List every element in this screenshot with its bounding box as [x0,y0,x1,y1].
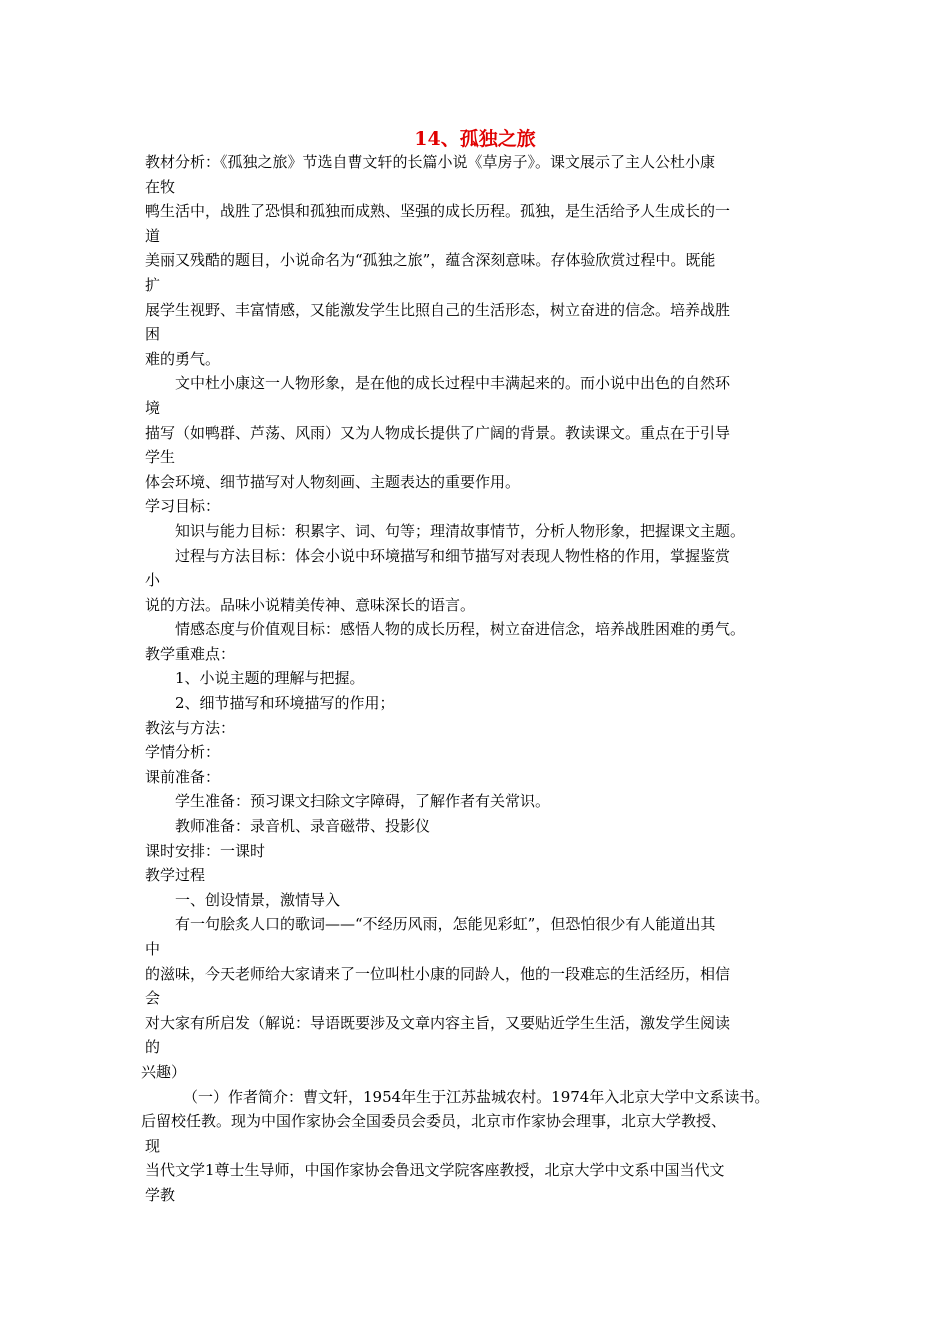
text-line: 教材分析：《孤独之旅》节选自曹文轩的长篇小说《草房子》。课文展示了主人公杜小康 [145,153,716,171]
text-line: 后留校任教。现为中国作家协会全国委员会委员，北京市作家协会理事，北京大学教授、 [141,1112,727,1131]
text-line: 教学过程 [145,866,206,885]
text-line: 现 [145,1136,161,1155]
text-line: 对大家有所启发（解说：导语既要涉及文章内容主旨，又要贴近学生生活，激发学生阅读 [145,1013,731,1032]
text-line: 中 [145,940,161,958]
text-line: 的滋味，今天老师给大家请来了一位叫杜小康的同龄人，他的一段难忘的生活经历，相信 [145,964,731,983]
text-line: 有一句脍炙人口的歌词——“不经历风雨，怎能见彩虹”，但恐怕很少有人能道出其 [175,915,716,934]
text-line: （一）作者简介：曹文轩，1954年生于江苏盐城农村。1974年入北京大学中文系读书。 [183,1087,770,1106]
text-line: 课前准备： [145,767,221,786]
text-line: 文中杜小康这一人物形象，是在他的成长过程中丰满起来的。而小说中出色的自然环 [175,374,731,393]
text-line: 的 [145,1038,161,1057]
text-line: 道 [145,226,161,245]
text-line: 说的方法。品味小说精美传神、意味深长的语言。 [145,595,476,614]
text-line: 难的勇气。 [145,349,221,368]
document-title: 14、孤独之旅 [414,128,536,150]
text-line: 境 [145,398,161,417]
text-line: 学生 [145,448,176,467]
text-line: 学情分析： [145,743,221,762]
text-line: 教泫与方法： [145,718,236,737]
text-line: 美丽又残酷的题目，小说命名为“孤独之旅”，蕴含深刻意味。存体验欣赏过程中。既能 [145,251,716,270]
text-line: 教师准备：录音机、录音磁带、投影仪 [175,817,431,836]
text-line: 学习目标： [145,497,221,516]
text-line: 课时安排：一课时 [145,841,266,860]
text-line: 情感态度与价值观目标：感悟人物的成长历程，树立奋进信念，培养战胜困难的勇气。 [175,620,746,639]
text-line: 在牧 [145,177,176,196]
text-line: 过程与方法目标：体会小说中环境描写和细节描写对表现人物性格的作用，掌握鉴赏 [175,546,731,565]
text-line: 扩 [145,275,161,294]
text-line: 描写（如鸭群、芦荡、风雨）又为人物成长提供了广阔的背景。教读课文。重点在于引导 [145,423,731,442]
text-line: 1、小说主题的理解与把握。 [175,669,365,688]
text-line: 体会环境、细节描写对人物刻画、主题表达的重要作用。 [145,472,521,491]
document-body [141,150,825,1208]
text-line: 2、细节描写和环境描写的作用； [175,694,395,713]
text-line: 当代文学1尊士生导师，中国作家协会鲁迅文学院客座教授，北京大学中文系中国当代文 [145,1161,725,1180]
text-line: 教学重难点： [145,644,236,663]
text-line: 鸭生活中，战胜了恐惧和孤独而成熟、坚强的成长历程。孤独，是生活给予人生成长的一 [145,202,731,221]
text-line: 会 [145,989,161,1008]
text-line: 学教 [145,1185,176,1204]
text-line: 兴趣） [141,1062,187,1081]
text-line: 知识与能力目标：积累字、词、句等；理清故事情节，分析人物形象，把握课文主题。 [175,521,746,540]
text-line: 小 [145,571,161,590]
text-line: 展学生视野、丰富情感，又能激发学生比照自己的生活形态，树立奋进的信念。培养战胜 [145,300,731,319]
text-line: 一、创设情景，激情导入 [175,890,341,909]
text-line: 困 [145,325,161,344]
text-line: 学生准备：预习课文扫除文字障碍，了解作者有关常识。 [175,792,551,811]
